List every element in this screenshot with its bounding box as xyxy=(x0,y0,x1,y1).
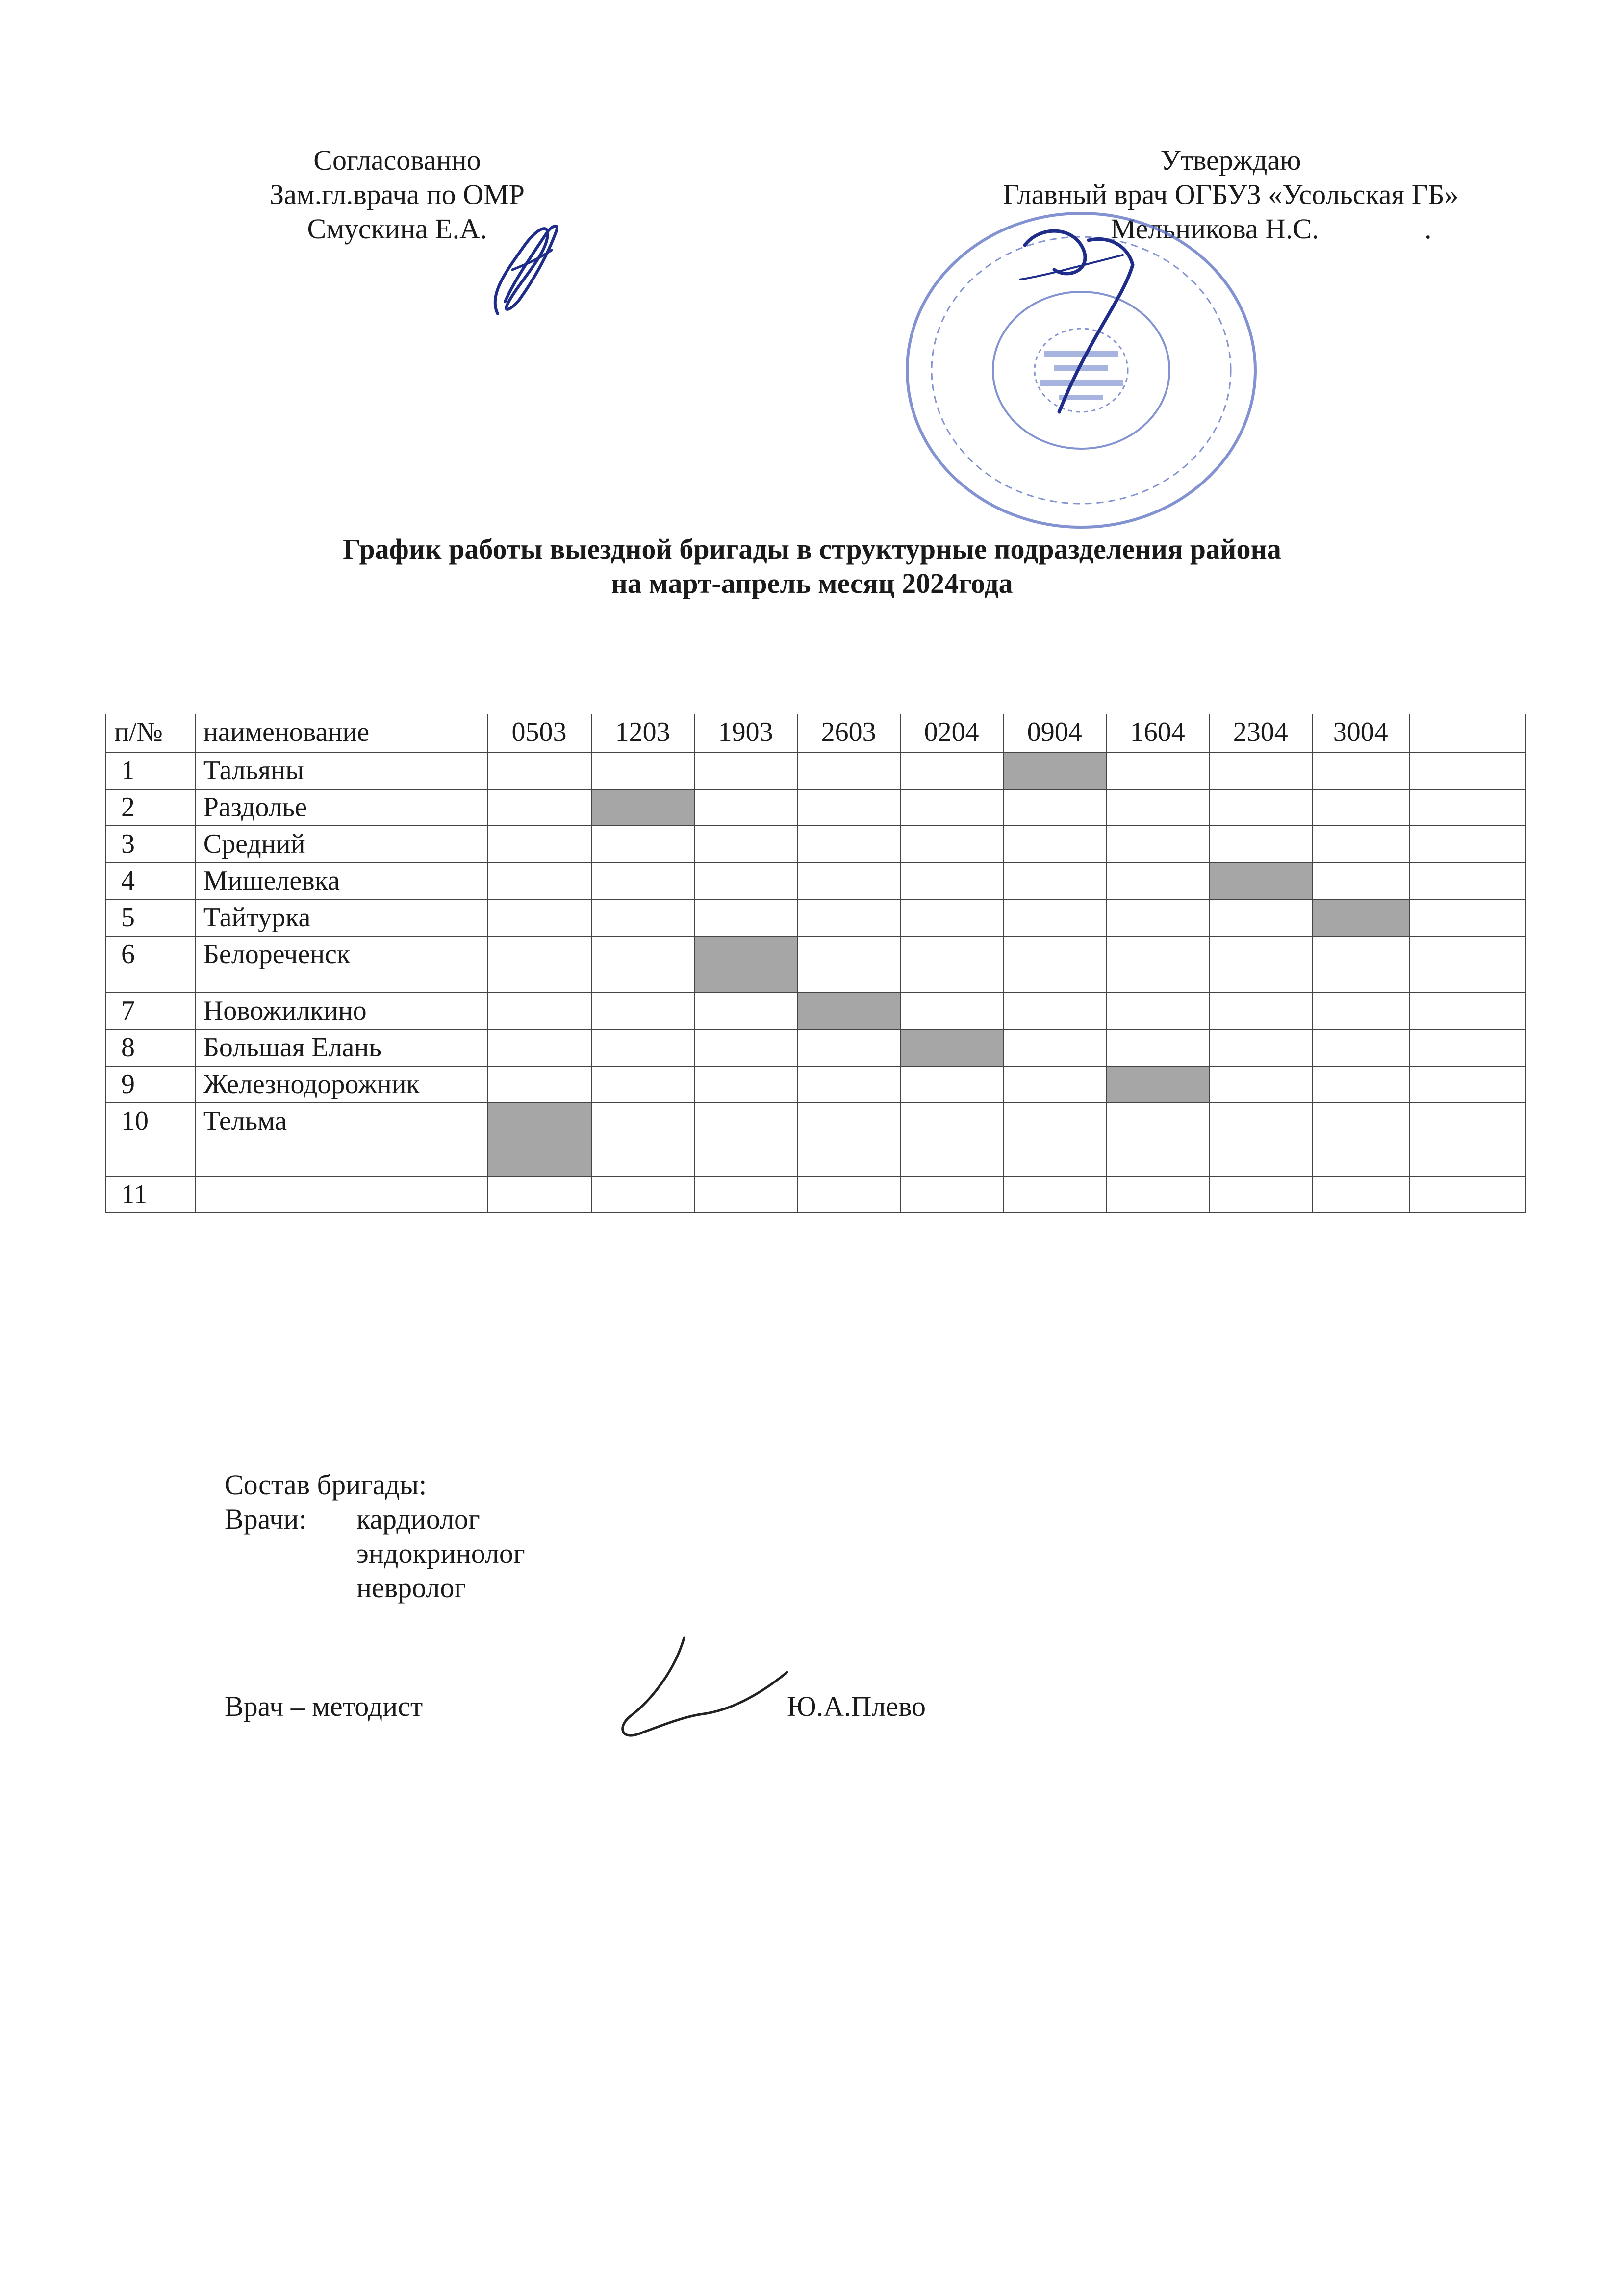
date-cell xyxy=(797,1029,900,1066)
date-cell xyxy=(1106,1103,1209,1176)
date-cell xyxy=(900,826,1003,863)
row-name: Средний xyxy=(195,826,487,863)
date-cell xyxy=(487,863,591,899)
table-row xyxy=(106,899,1525,936)
date-cell xyxy=(797,789,900,826)
row-number: 8 xyxy=(106,1029,195,1066)
row-number: 10 xyxy=(106,1103,195,1176)
header-date xyxy=(1409,714,1525,752)
date-cell xyxy=(1106,993,1209,1029)
row-number: 11 xyxy=(106,1176,195,1213)
date-cell xyxy=(797,1103,900,1176)
date-cell xyxy=(694,826,797,863)
date-cell xyxy=(1209,1029,1312,1066)
date-cell xyxy=(487,936,591,993)
approval-left-line2: Зам.гл.врача по ОМР xyxy=(270,178,525,210)
row-number: 4 xyxy=(106,863,195,899)
date-cell xyxy=(1409,993,1525,1029)
row-name xyxy=(195,1176,487,1213)
visit-cell xyxy=(694,936,797,993)
date-cell xyxy=(1409,936,1525,993)
header-date: 1203 xyxy=(591,714,694,752)
date-cell xyxy=(1409,1066,1525,1103)
date-cell xyxy=(591,1176,694,1213)
date-cell xyxy=(1209,826,1312,863)
date-cell xyxy=(487,1029,591,1066)
date-cell xyxy=(591,1066,694,1103)
table-row xyxy=(106,1029,1525,1066)
date-cell xyxy=(1312,1103,1409,1176)
row-number: 7 xyxy=(106,993,195,1029)
date-cell xyxy=(591,899,694,936)
table-row xyxy=(106,752,1525,789)
visit-cell xyxy=(900,1029,1003,1066)
table-row xyxy=(106,789,1525,826)
header-date: 0503 xyxy=(487,714,591,752)
header-name: наименование xyxy=(195,714,487,752)
date-cell xyxy=(1209,752,1312,789)
date-cell xyxy=(694,993,797,1029)
date-cell xyxy=(1209,1176,1312,1213)
date-cell xyxy=(1106,863,1209,899)
date-cell xyxy=(694,752,797,789)
date-cell xyxy=(694,789,797,826)
table-row xyxy=(106,863,1525,899)
visit-cell xyxy=(797,993,900,1029)
date-cell xyxy=(1312,1176,1409,1213)
date-cell xyxy=(1209,1103,1312,1176)
row-name: Белореченск xyxy=(195,936,487,993)
row-name: Тайтурка xyxy=(195,899,487,936)
visit-cell xyxy=(1312,899,1409,936)
date-cell xyxy=(1003,936,1106,993)
date-cell xyxy=(1409,789,1525,826)
date-cell xyxy=(1312,826,1409,863)
date-cell xyxy=(591,863,694,899)
date-cell xyxy=(797,826,900,863)
date-cell xyxy=(900,1103,1003,1176)
date-cell xyxy=(1209,1066,1312,1103)
date-cell xyxy=(487,993,591,1029)
date-cell xyxy=(1312,1066,1409,1103)
date-cell xyxy=(1106,826,1209,863)
date-cell xyxy=(900,993,1003,1029)
date-cell xyxy=(1209,936,1312,993)
header-number: п/№ xyxy=(106,714,195,752)
approval-right-trailing-dot: . xyxy=(1424,213,1432,245)
date-cell xyxy=(591,1103,694,1176)
date-cell xyxy=(1003,1103,1106,1176)
header-date: 3004 xyxy=(1312,714,1409,752)
date-cell xyxy=(797,752,900,789)
date-cell xyxy=(591,1029,694,1066)
date-cell xyxy=(797,936,900,993)
row-name: Раздолье xyxy=(195,789,487,826)
date-cell xyxy=(1003,789,1106,826)
approval-left-line3: Смускина Е.А. xyxy=(307,213,487,245)
date-cell xyxy=(900,1066,1003,1103)
date-cell xyxy=(1106,1029,1209,1066)
row-name: Большая Елань xyxy=(195,1029,487,1066)
date-cell xyxy=(1409,899,1525,936)
row-number: 1 xyxy=(106,752,195,789)
date-cell xyxy=(1106,899,1209,936)
header-date: 2304 xyxy=(1209,714,1312,752)
date-cell xyxy=(591,826,694,863)
visit-cell xyxy=(591,789,694,826)
date-cell xyxy=(1106,789,1209,826)
date-cell xyxy=(797,1066,900,1103)
row-name: Тальяны xyxy=(195,752,487,789)
team-doctors-label: Врачи: xyxy=(225,1503,307,1535)
visit-cell xyxy=(1106,1066,1209,1103)
date-cell xyxy=(900,936,1003,993)
approval-left-line1: Согласованно xyxy=(313,144,481,176)
row-number: 3 xyxy=(106,826,195,863)
date-cell xyxy=(1003,993,1106,1029)
date-cell xyxy=(797,899,900,936)
date-cell xyxy=(1003,826,1106,863)
date-cell xyxy=(694,1103,797,1176)
date-cell xyxy=(1209,789,1312,826)
date-cell xyxy=(1209,899,1312,936)
date-cell xyxy=(694,1029,797,1066)
table-row xyxy=(106,993,1525,1029)
row-name: Железнодорожник xyxy=(195,1066,487,1103)
date-cell xyxy=(797,863,900,899)
date-cell xyxy=(1003,1176,1106,1213)
date-cell xyxy=(1106,752,1209,789)
date-cell xyxy=(487,789,591,826)
date-cell xyxy=(900,899,1003,936)
date-cell xyxy=(1106,1176,1209,1213)
header-date: 0904 xyxy=(1003,714,1106,752)
date-cell xyxy=(1409,1103,1525,1176)
document-title-line2: на март-апрель месяц 2024года xyxy=(611,567,1013,599)
date-cell xyxy=(1003,1029,1106,1066)
approval-right-line3: Мельникова Н.С. xyxy=(1111,213,1319,245)
table-row xyxy=(106,826,1525,863)
row-name: Мишелевка xyxy=(195,863,487,899)
date-cell xyxy=(900,752,1003,789)
approval-right-line2: Главный врач ОГБУЗ «Усольская ГБ» xyxy=(1003,178,1459,210)
header-date: 0204 xyxy=(900,714,1003,752)
date-cell xyxy=(487,899,591,936)
header-date: 2603 xyxy=(797,714,900,752)
header-date: 1903 xyxy=(694,714,797,752)
date-cell xyxy=(1409,1176,1525,1213)
row-number: 2 xyxy=(106,789,195,826)
table-row xyxy=(106,1066,1525,1103)
date-cell xyxy=(900,863,1003,899)
signature-left xyxy=(478,211,566,324)
schedule-table xyxy=(105,714,1526,1213)
date-cell xyxy=(591,936,694,993)
date-cell xyxy=(694,899,797,936)
row-number: 9 xyxy=(106,1066,195,1103)
date-cell xyxy=(797,1176,900,1213)
row-name: Новожилкино xyxy=(195,993,487,1029)
date-cell xyxy=(487,1066,591,1103)
methodist-label: Врач – методист xyxy=(225,1690,423,1722)
team-doctor-1: кардиолог xyxy=(356,1503,480,1535)
date-cell xyxy=(1409,1029,1525,1066)
date-cell xyxy=(1409,752,1525,789)
row-number: 6 xyxy=(106,936,195,993)
date-cell xyxy=(1312,993,1409,1029)
visit-cell xyxy=(487,1103,591,1176)
table-row xyxy=(106,1176,1525,1213)
row-name: Тельма xyxy=(195,1103,487,1176)
visit-cell xyxy=(1209,863,1312,899)
date-cell xyxy=(694,1066,797,1103)
date-cell xyxy=(1312,752,1409,789)
date-cell xyxy=(1409,826,1525,863)
date-cell xyxy=(487,826,591,863)
date-cell xyxy=(1003,863,1106,899)
row-number: 5 xyxy=(106,899,195,936)
date-cell xyxy=(1409,863,1525,899)
date-cell xyxy=(1209,993,1312,1029)
date-cell xyxy=(1312,936,1409,993)
date-cell xyxy=(591,752,694,789)
team-doctor-2: эндокринолог xyxy=(356,1537,525,1569)
date-cell xyxy=(1312,863,1409,899)
date-cell xyxy=(694,1176,797,1213)
date-cell xyxy=(694,863,797,899)
date-cell xyxy=(1003,899,1106,936)
date-cell xyxy=(900,1176,1003,1213)
team-heading: Состав бригады: xyxy=(225,1469,427,1501)
header-date: 1604 xyxy=(1106,714,1209,752)
team-doctor-3: невролог xyxy=(356,1572,466,1604)
date-cell xyxy=(1003,1066,1106,1103)
table-header-row xyxy=(106,714,1525,752)
signature-right xyxy=(1010,216,1147,422)
table-row xyxy=(106,1103,1525,1176)
table-row xyxy=(106,936,1525,993)
date-cell xyxy=(1312,1029,1409,1066)
methodist-name: Ю.А.Плево xyxy=(787,1690,926,1722)
date-cell xyxy=(487,1176,591,1213)
date-cell xyxy=(487,752,591,789)
signature-methodist xyxy=(610,1633,797,1746)
visit-cell xyxy=(1003,752,1106,789)
approval-right-line1: Утверждаю xyxy=(1160,144,1301,176)
document-title-line1: График работы выездной бригады в структурные подразделения района xyxy=(343,533,1281,565)
date-cell xyxy=(591,993,694,1029)
date-cell xyxy=(1312,789,1409,826)
date-cell xyxy=(1106,936,1209,993)
date-cell xyxy=(900,789,1003,826)
